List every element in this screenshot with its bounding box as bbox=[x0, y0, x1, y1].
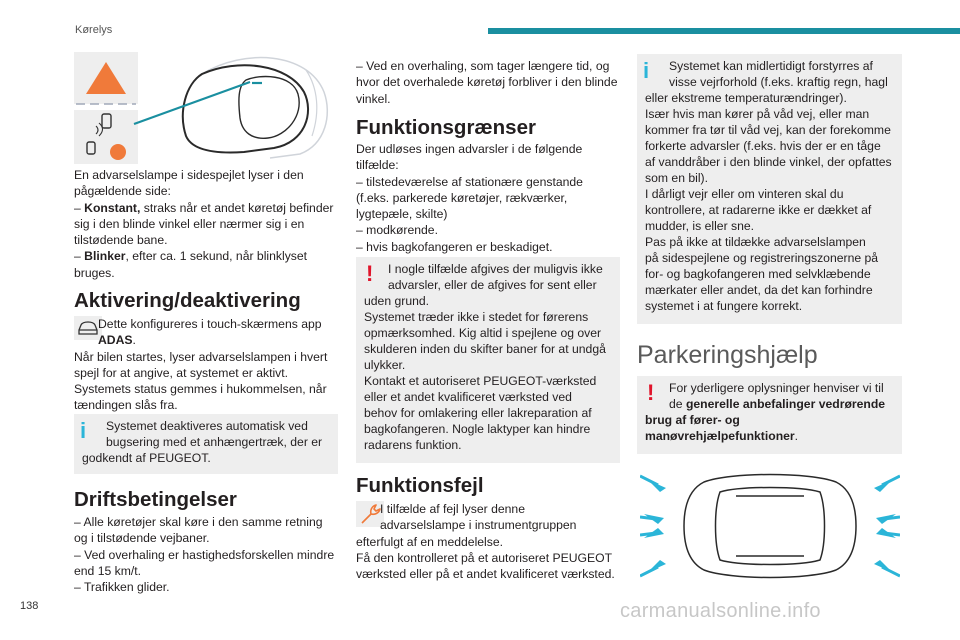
mirror-warning-illustration bbox=[74, 52, 340, 164]
heading-drift: Driftsbetingelser bbox=[74, 488, 237, 511]
info-icon: i bbox=[643, 58, 650, 83]
info-box-towing: i Systemet deaktiveres automatisk ved bugsering med et anhængertræk, der er godkendt af PEUGEOT. bbox=[74, 414, 338, 474]
overtaking-paragraph: – Ved en overhaling, som tager længere tid, og hvor det overhalede køretøj forbliver i den blinde vinkel. bbox=[356, 59, 618, 106]
section-title: Kørelys bbox=[75, 24, 113, 36]
warning-box-limits: ! I nogle tilfælde afgives der muligvis ikke advarsler, eller de afgives for sent eller uden grund. Systemet træder ikke i stedet for førerens opmærksomhed. Kig altid i spejlene og over skulderen inden du skifter baner for at undgå ulykker. Kontakt et autoriseret PEUGEOT-værksted eller et andet kvalificeret værksted ved behov for omlakering eller lakreparation af bagkofangeren. Nogle laktyper kan hindre radarens funktion. bbox=[356, 257, 620, 463]
heading-funktionsgraenser: Funktionsgrænser bbox=[356, 116, 536, 139]
info-icon: i bbox=[80, 418, 87, 443]
info-box-weather: i Systemet kan midlertidigt forstyrres af visse vejrforhold (f.eks. kraftig regn, hagl eller ekstreme temperaturændringer). Især hvis man kører på våd vej, eller man kommer fra tør til våd vej, kan der forekomme forkerte advarsler (f.eks. hvis der er en tåge af vanddråber i den blinde vinkel, der opfattes som en bil). I dårligt vejr eller om vinteren skal du kontrollere, at radarerne ikke er dækket af mudder, is eller sne. Pas på ikke at tildække advarselslampen på sidespejlene og registreringszonerne på for- og bagkofangeren med selvklæbende mærkater eller andet, da det kan forhindre systemet i at fungere korrekt. bbox=[637, 54, 902, 324]
warning-exclamation-icon: ! bbox=[366, 261, 374, 286]
warning-exclamation-icon: ! bbox=[647, 380, 655, 405]
drift-paragraph: – Alle køretøjer skal køre i den samme retning og i tilstødende vejbaner. – Ved overhaling er hastighedsforskellen mindre end 15 km/t. – Trafikken glider. bbox=[74, 515, 335, 595]
watermark: carmanualsonline.info bbox=[620, 600, 821, 622]
intro-paragraph: En advarselslampe i sidespejlet lyser i den pågældende side: – Konstant, straks når et andet køretøj befinder sig i den blinde vinkel eller nærmer sig i en tilstødende bane. – Blinker, efter ca. 1 sekund, når blinklyset bruges. bbox=[74, 168, 334, 280]
heading-funktionsfejl: Funktionsfejl bbox=[356, 474, 484, 497]
limits-paragraph: Der udløses ingen advarsler i de følgende tilfælde: – tilstedeværelse af stationære genstande (f.eks. parkerede køretøjer, rækværker, lygtepæle, skilte) – modkørende. – hvis bagkofangeren er beskadiget. bbox=[356, 142, 583, 254]
page-number: 138 bbox=[20, 600, 39, 612]
heading-parkeringshjaelp: Parkeringshjælp bbox=[637, 341, 818, 369]
lamp-dot-icon bbox=[110, 144, 126, 160]
heading-aktivering: Aktivering/deaktivering bbox=[74, 289, 301, 312]
header-accent-bar bbox=[488, 28, 960, 34]
config-paragraph: Dette konfigureres i touch-skærmens app ADAS. Når bilen startes, lyser advarselslampen i hvert spejl for at angive, at systemet er aktivt. Systemets status gemmes i hukommelsen, når tændingen slås fra. bbox=[74, 317, 328, 413]
fault-paragraph: I tilfælde af fejl lyser denne advarselslampe i instrumentgruppen efterfulgt af en meddelelse. Få den kontrolleret på et autoriseret PEUGEOT værksted eller på et andet kvalificeret værksted. bbox=[356, 502, 615, 582]
car-lamp-panel bbox=[74, 110, 138, 164]
parking-sensors-illustration bbox=[640, 468, 900, 584]
warning-box-parking: ! For yderligere oplysninger henviser vi til de generelle anbefalinger vedrørende brug af fører- og manøvrehjælpefunktioner. bbox=[637, 376, 902, 454]
